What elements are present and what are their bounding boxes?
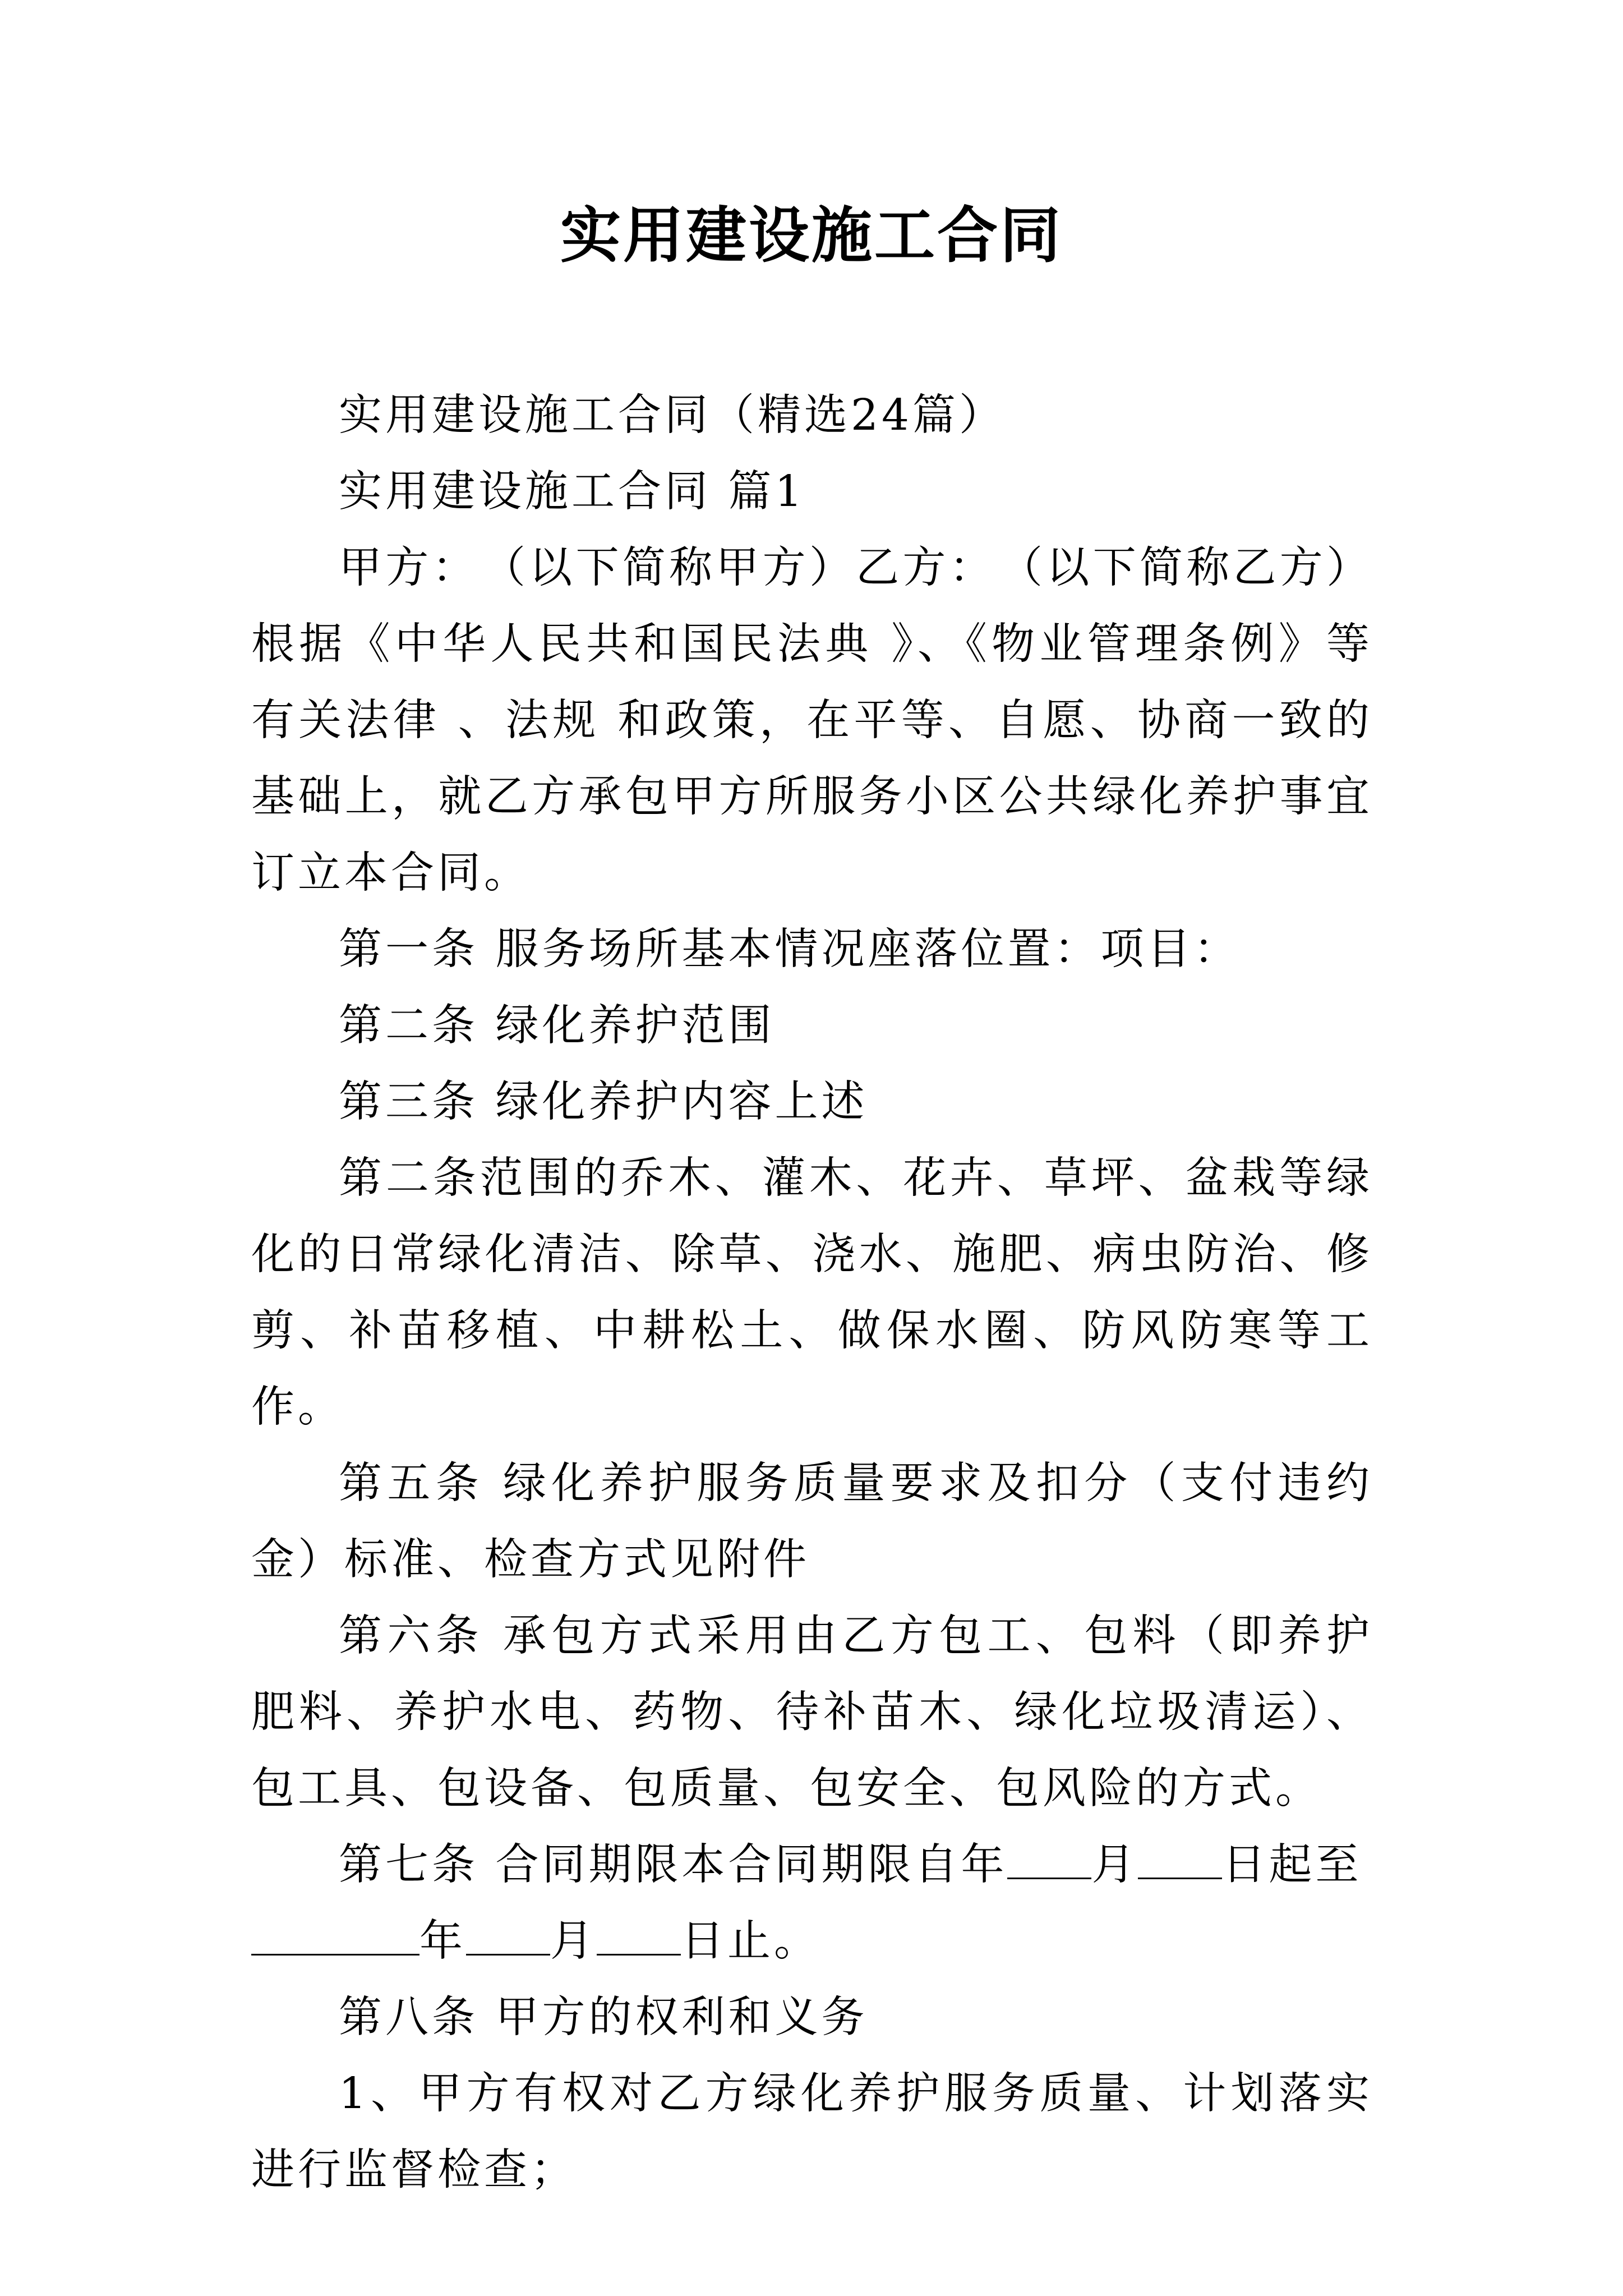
blank-line (466, 1915, 550, 1955)
paragraph-section-heading: 实用建设施工合同 篇1 (339, 467, 806, 517)
document-title: 实用建设施工合同 (560, 200, 1063, 271)
paragraph-parties: 甲方： （以下简称甲方）乙方： （以下简称乙方）根据《中华人民共和国民法典 》、《物业管理条例》等有关法律 、法规 和政策，在平等、自愿、协商一致的基础上，就乙方承包甲方所服务小区公共绿化养护事宜订立本合同。 (251, 543, 1373, 898)
article-7-month: 月 (1091, 1840, 1138, 1890)
paragraph-subtitle: 实用建设施工合同（精选24篇） (339, 390, 1006, 440)
paragraph-article-3: 第三条 绿化养护内容上述 (339, 1077, 868, 1127)
paragraph-article-8-item-1: 1、甲方有权对乙方绿化养护服务质量、计划落实进行监督检查； (251, 2069, 1373, 2195)
article-7-year: 年 (419, 1916, 466, 1966)
paragraph-article-6: 第六条 承包方式采用由乙方包工、包料（即养护肥料、养护水电、药物、待补苗木、绿化垃圾清运）、包工具、包设备、包质量、包安全、包风险的方式。 (251, 1611, 1373, 1814)
blank-line (1007, 1838, 1091, 1879)
blank-line (597, 1915, 681, 1955)
paragraph-article-3-content: 第二条范围的乔木、灌木、花卉、草坪、盆栽等绿化的日常绿化清洁、除草、浇水、施肥、病虫防治、修剪、补苗移植、中耕松土、做保水圈、防风防寒等工作。 (251, 1153, 1373, 1432)
article-7-day-from: 日起至 (1222, 1840, 1362, 1890)
blank-line (251, 1915, 419, 1955)
document-body (251, 378, 1373, 2208)
paragraph-article-8: 第八条 甲方的权利和义务 (339, 1993, 868, 2042)
paragraph-article-5: 第五条 绿化养护服务质量要求及扣分（支付违约金）标准、检查方式见附件 (251, 1458, 1373, 1585)
paragraph-article-1: 第一条 服务场所基本情况座落位置：项目： (339, 924, 1241, 974)
article-7-month-end: 月 (550, 1916, 597, 1966)
paragraph-article-7 (251, 1827, 1373, 1980)
article-7-day-end: 日止。 (681, 1916, 820, 1966)
blank-line (1138, 1838, 1222, 1879)
article-7-text-start: 第七条 合同期限本合同期限自年 (339, 1840, 1008, 1890)
paragraph-article-2: 第二条 绿化养护范围 (339, 1001, 775, 1051)
